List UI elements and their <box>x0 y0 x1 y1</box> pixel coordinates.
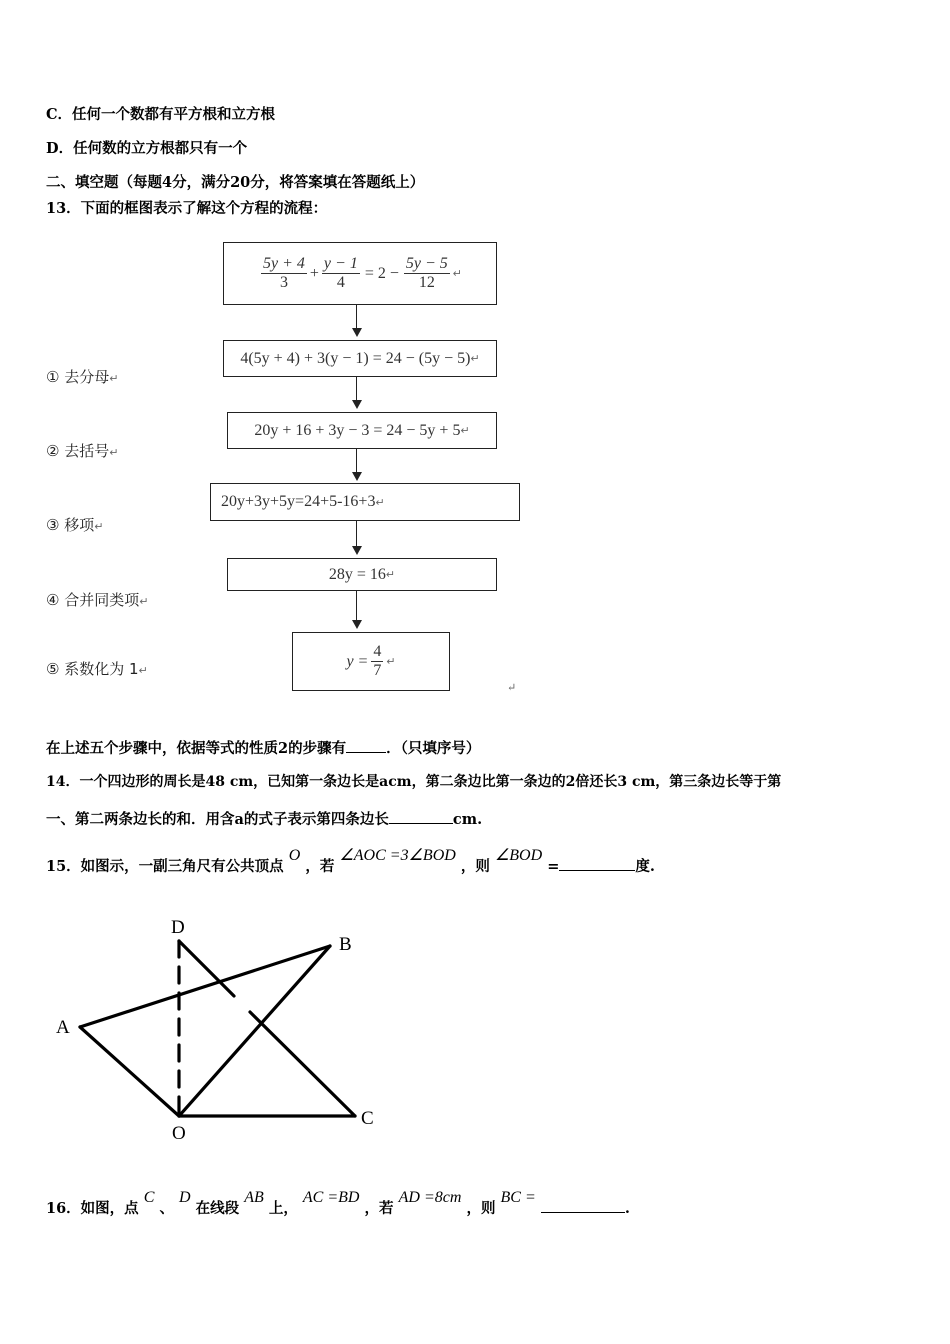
q14-line1: 14．一个四边形的周长是48 cm，已知第一条边长是acm，第二条边比第一条边的2倍还长3 cm，第三条边长等于第 <box>46 774 782 790</box>
label-c: C <box>361 1108 374 1129</box>
step-label-4: ④ 合并同类项↵ <box>46 591 149 609</box>
flow-box-step4: 28y = 16 ↵ <box>227 558 497 591</box>
flow-box-step1: 4(5y + 4) + 3(y − 1) = 24 − (5y − 5) ↵ <box>223 340 497 377</box>
segment-dc-upper <box>179 941 234 996</box>
segment-dc-lower <box>250 1012 355 1116</box>
flow-box-step3: 20y+3y+5y=24+5-16+3 ↵ <box>210 483 520 521</box>
q14-line2: 一、第二两条边长的和．用含a的式子表示第四条边长 cm. <box>46 811 483 828</box>
option-d: D．任何数的立方根都只有一个 <box>46 140 248 157</box>
answer-blank-q16[interactable] <box>541 1198 625 1213</box>
step-label-5: ⑤ 系数化为 1↵ <box>46 660 148 678</box>
label-o: O <box>172 1123 186 1144</box>
q13-stem: 13．下面的框图表示了解这个方程的流程： <box>46 200 328 217</box>
label-b: B <box>339 934 352 955</box>
flow-box-equation: $\frac{5y + 4}{3}$ + $\frac{y - 1}{4}$ = 2 − $\frac{5y - 5}{12}$ ↵ <box>223 242 497 305</box>
return-mark: ↵ <box>507 681 517 694</box>
q13-question: 在上述五个步骤中，依据等式的性质2的步骤有 ．（只填序号） <box>46 740 481 757</box>
flow-box-step5: y = $\frac{4}{7}$ ↵ <box>292 632 450 691</box>
segment-ao <box>80 1027 179 1116</box>
step-label-3: ③ 移项↵ <box>46 516 104 534</box>
step-label-1: ① 去分母↵ <box>46 368 119 386</box>
label-a: A <box>56 1017 70 1038</box>
section-title: 二、填空题（每题4分，满分20分，将答案填在答题纸上） <box>46 174 425 191</box>
label-d: D <box>171 917 185 938</box>
step-label-2: ② 去括号↵ <box>46 442 119 460</box>
q16-line: 16．如图，点 C 、 D 在线段 AB 上， AC =BD ，若 AD =8cm ，则 BC = . <box>46 1189 630 1217</box>
option-c: C．任何一个数都有平方根和立方根 <box>46 106 276 123</box>
flow-box-step2: 20y + 16 + 3y − 3 = 24 − 5y + 5 ↵ <box>227 412 497 449</box>
q15-line: 15．如图示，一副三角尺有公共顶点 O ，若 ∠AOC =3∠BOD ，则 ∠BOD = 度. <box>46 847 655 875</box>
